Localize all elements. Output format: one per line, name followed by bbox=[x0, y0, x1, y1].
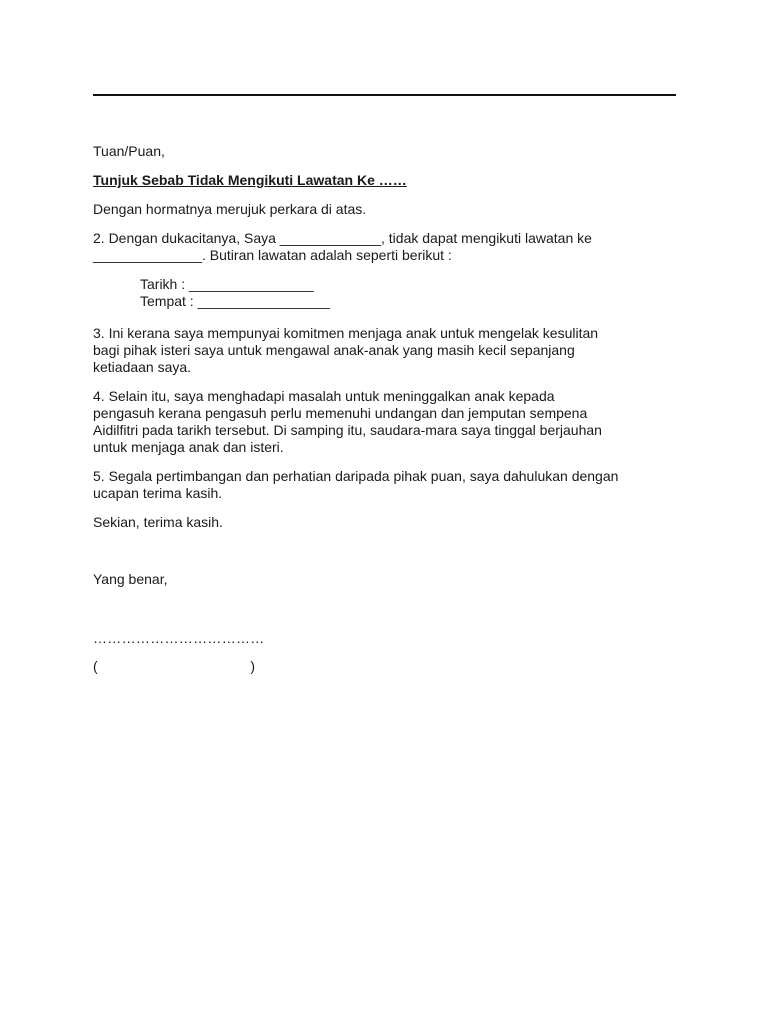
paragraph-5-line-1: 5. Segala pertimbangan dan perhatian daripada pihak puan, saya dahulukan dengan bbox=[93, 468, 619, 484]
salutation: Tuan/Puan, bbox=[93, 143, 165, 159]
paragraph-5-line-2: ucapan terima kasih. bbox=[93, 485, 223, 501]
paragraph-2-line-1: 2. Dengan dukacitanya, Saya _____________, tidak dapat mengikuti lawatan ke bbox=[93, 230, 592, 246]
paragraph-2-line-2: ______________. Butiran lawatan adalah seperti berikut : bbox=[93, 247, 452, 263]
name-open-bracket: ( bbox=[93, 658, 98, 674]
paragraph-3-line-3: ketiadaan saya. bbox=[93, 359, 192, 375]
closing-line: Sekian, terima kasih. bbox=[93, 514, 223, 530]
name-placeholder bbox=[93, 658, 255, 675]
paragraph-4-line-2: pengasuh kerana pengasuh perlu memenuhi undangan dan jemputan sempena bbox=[93, 405, 588, 421]
detail-tempat: Tempat : _________________ bbox=[140, 293, 330, 309]
subject-heading: Tunjuk Sebab Tidak Mengikuti Lawatan Ke …… bbox=[93, 172, 407, 188]
opening-line: Dengan hormatnya merujuk perkara di atas. bbox=[93, 201, 367, 217]
paragraph-4-line-3: Aidilfitri pada tarikh tersebut. Di samping itu, saudara-mara saya tinggal berjauhan bbox=[93, 422, 602, 438]
name-close-bracket: ) bbox=[250, 658, 255, 674]
paragraph-4-line-4: untuk menjaga anak dan isteri. bbox=[93, 439, 284, 455]
detail-tarikh: Tarikh : ________________ bbox=[140, 276, 314, 292]
sign-off: Yang benar, bbox=[93, 571, 168, 587]
paragraph-3-line-1: 3. Ini kerana saya mempunyai komitmen menjaga anak untuk mengelak kesulitan bbox=[93, 325, 599, 341]
paragraph-3-line-2: bagi pihak isteri saya untuk mengawal anak-anak yang masih kecil sepanjang bbox=[93, 342, 575, 358]
signature-line: ……………………………… bbox=[93, 630, 265, 646]
header-rule bbox=[93, 94, 676, 96]
paragraph-4-line-1: 4. Selain itu, saya menghadapi masalah untuk meninggalkan anak kepada bbox=[93, 388, 555, 404]
